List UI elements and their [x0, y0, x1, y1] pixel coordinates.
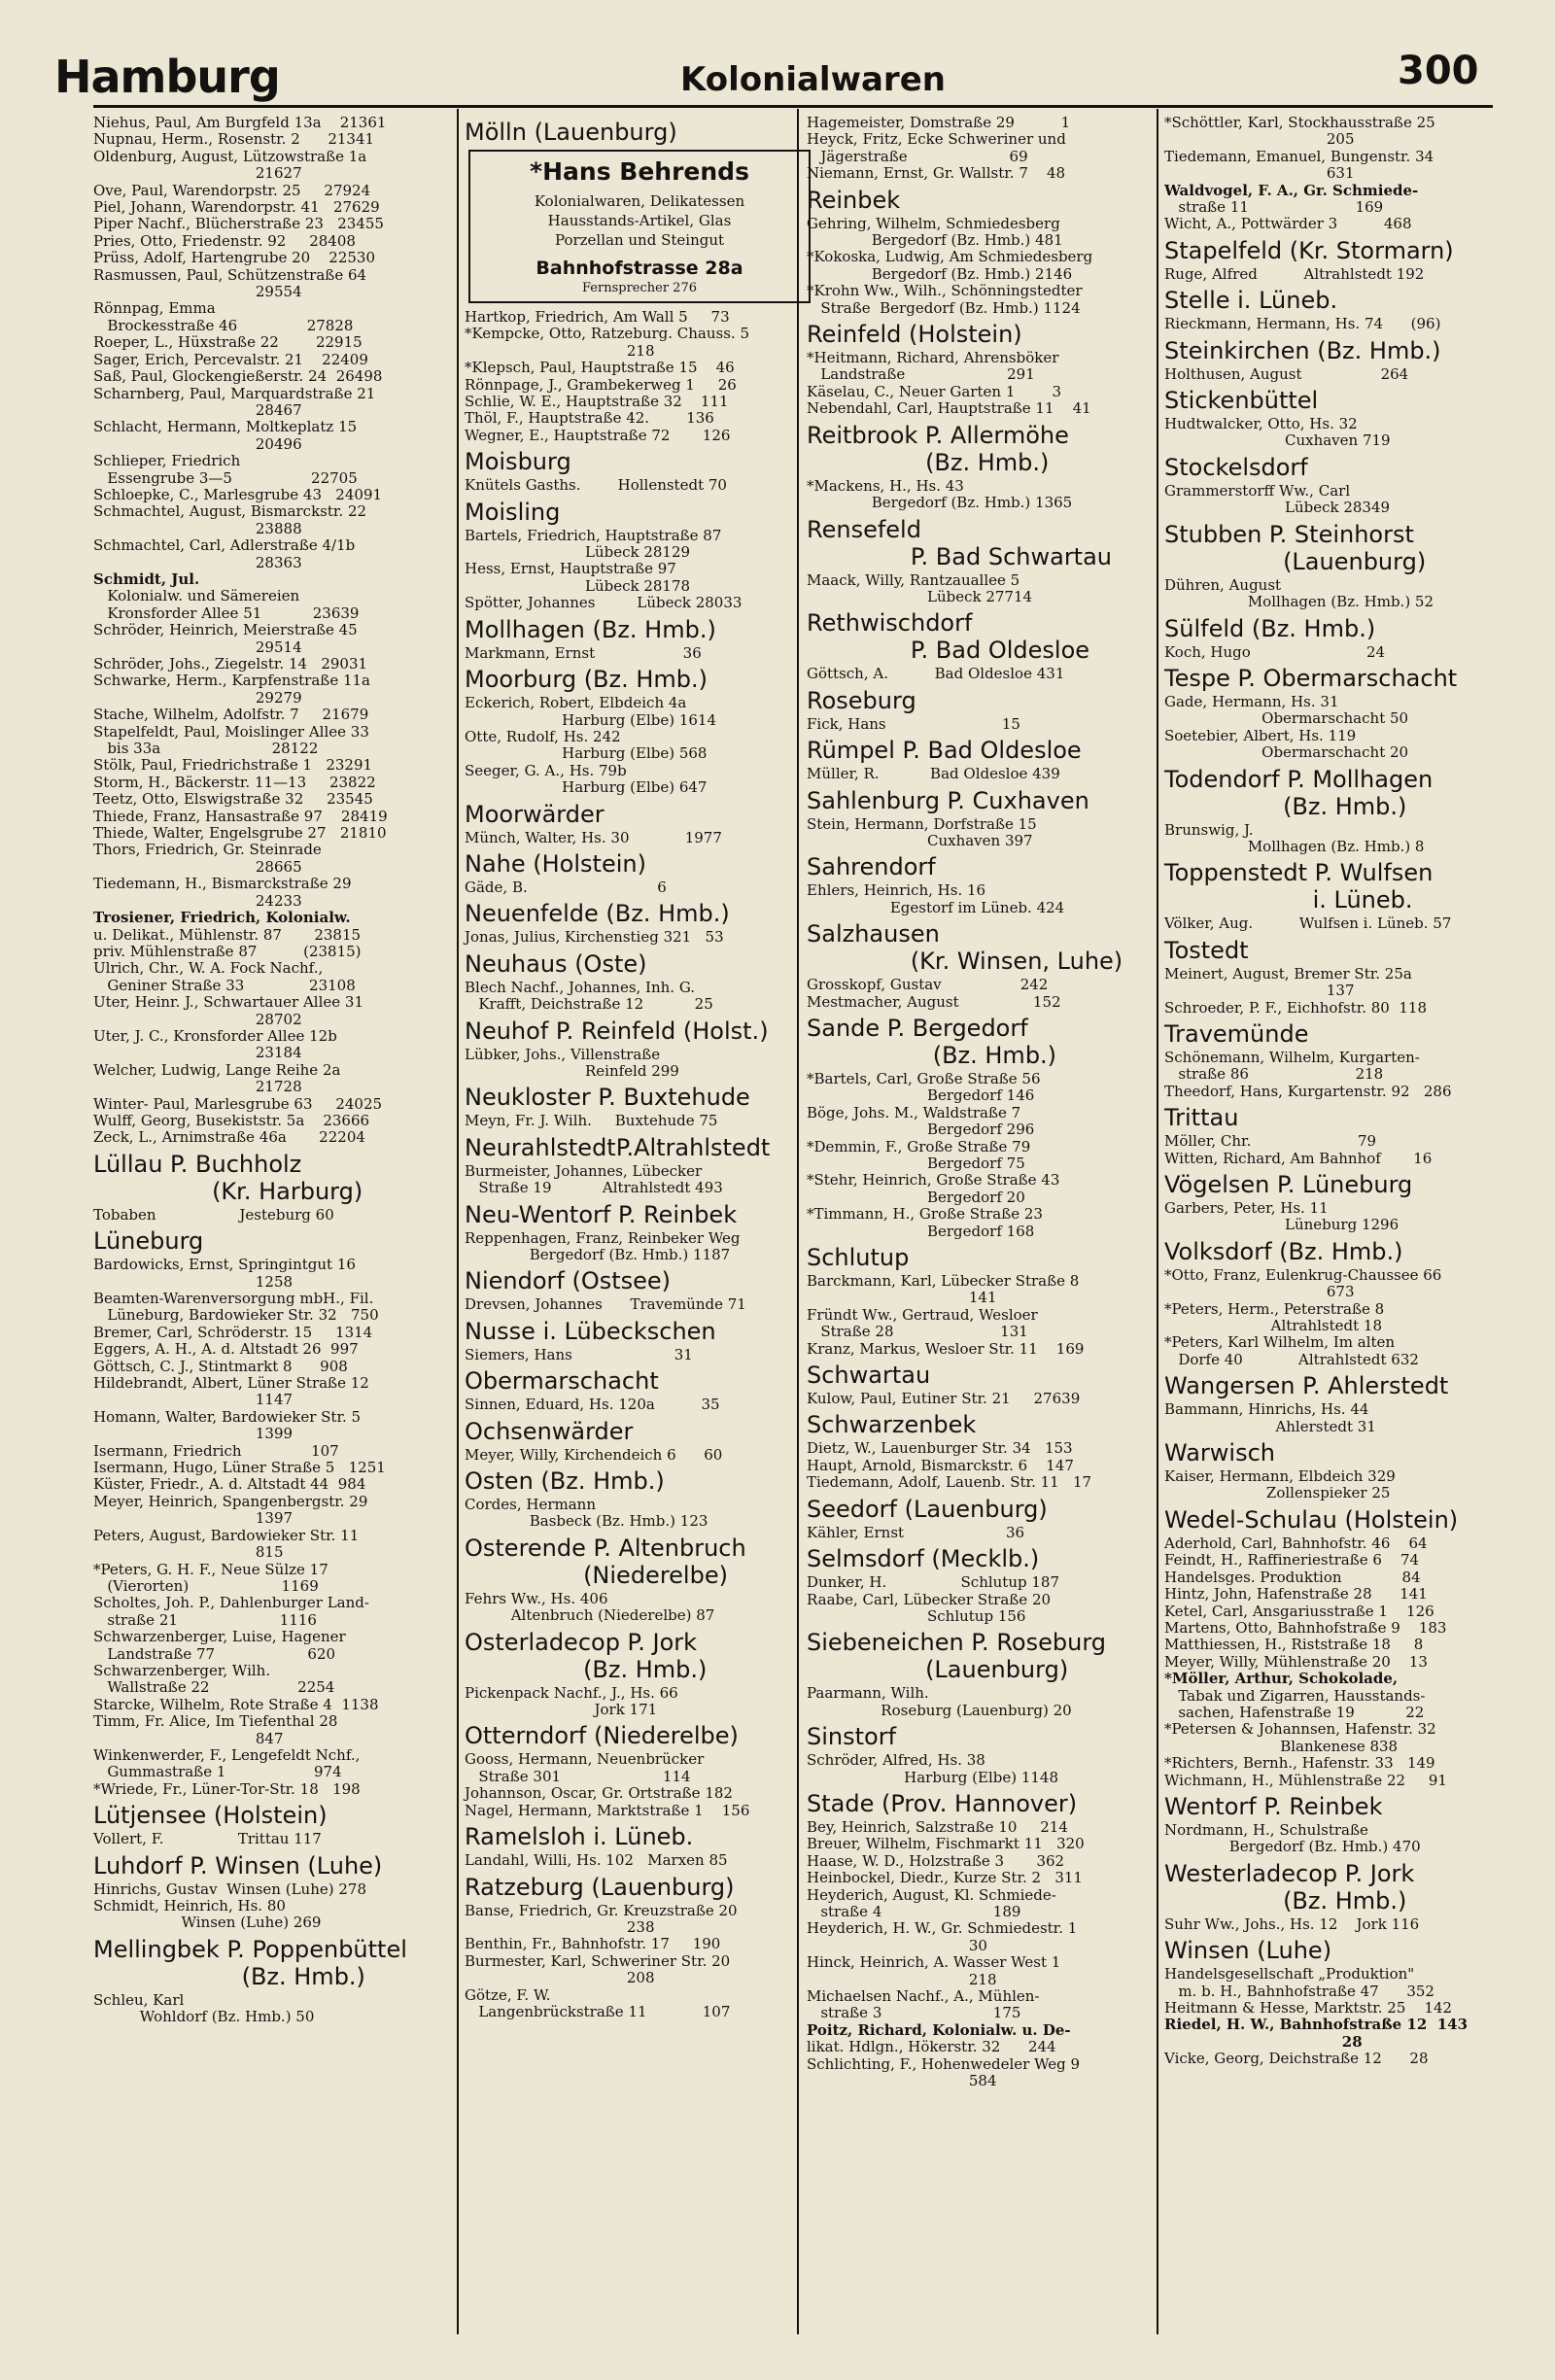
listing-entry: u. Delikat., Mühlenstr. 87 23815 priv. Mühlenstraße 87 (23815) [93, 925, 362, 960]
listing-entry: Gäde, B. 6 [465, 878, 667, 896]
listing-entry: *Klepsch, Paul, Hauptstraße 15 46 [465, 359, 735, 377]
town-heading: Stubben P. Steinhorst (Lauenburg) [1164, 520, 1427, 575]
listing-entry: Witten, Richard, Am Bahnhof 16 [1164, 1149, 1433, 1167]
listing-entry: Johannson, Oscar, Gr. Ortstraße 182 [465, 1784, 733, 1803]
listing-entry: Thors, Friedrich, Gr. Steinrade 28665 [93, 841, 322, 876]
town-heading: Moisburg [465, 448, 571, 476]
town-heading: Sahrendorf [807, 853, 936, 881]
listing-entry: Aderhold, Carl, Bahnhofstr. 46 64 [1164, 1534, 1428, 1552]
listing-entry: *Timmann, H., Große Straße 23 Bergedorf 168 [807, 1205, 1043, 1240]
town-heading: Reitbrook P. Allermöhe (Bz. Hmb.) [807, 421, 1069, 476]
listing-entry: Seeger, G. A., Hs. 79b Harburg (Elbe) 647 [465, 761, 708, 797]
listing-entry: Kulow, Paul, Eutiner Str. 21 27639 [807, 1390, 1081, 1408]
listing-entry: *Petersen & Johannsen, Hafenstr. 32 Blankenese 838 [1164, 1720, 1436, 1755]
listing-entry: Schönemann, Wilhelm, Kurgarten- straße 86 218 [1164, 1048, 1420, 1084]
listing-entry: Schröder, Alfred, Hs. 38 Harburg (Elbe) 1148 [807, 1751, 1059, 1786]
listing-entry: Banse, Friedrich, Gr. Kreuzstraße 20 238 [465, 1901, 738, 1936]
listing-entry: *Wriede, Fr., Lüner-Tor-Str. 18 198 [93, 1779, 361, 1798]
listing-entry: Hintz, John, Hafenstraße 28 141 [1164, 1585, 1428, 1604]
listing-entry: Poitz, Richard, Kolonialw. u. De- [807, 2020, 1071, 2039]
listing-entry: Schloepke, C., Marlesgrube 43 24091 [93, 485, 383, 503]
listing-entry: Cordes, Hermann Basbeck (Bz. Hmb.) 123 [465, 1496, 708, 1531]
listing-entry: Stein, Hermann, Dorfstraße 15 Cuxhaven 397 [807, 814, 1037, 849]
town-heading: Selmsdorf (Mecklb.) [807, 1545, 1040, 1573]
listing-entry: Knütels Gasths. Hollenstedt 70 [465, 476, 727, 495]
listing-entry: Heyderich, H. W., Gr. Schmiedestr. 1 30 [807, 1919, 1078, 1954]
listing-entry: Wegner, E., Hauptstraße 72 126 [465, 426, 731, 444]
town-heading: Rensefeld P. Bad Schwartau [807, 515, 1113, 570]
listing-entry: Schmachtel, August, Bismarckstr. 22 23888 [93, 502, 367, 537]
listing-entry: *Peters, G. H. F., Neue Sülze 17 (Vierorten) 1169 [93, 1560, 328, 1595]
listing-entry: Haase, W. D., Holzstraße 3 362 [807, 1851, 1065, 1870]
listing-entry: *Kokoska, Ludwig, Am Schmiedesberg Bergedorf (Bz. Hmb.) 2146 [807, 248, 1093, 283]
town-heading: Stade (Prov. Hannover) [807, 1789, 1078, 1817]
listing-entry: Scharnberg, Paul, Marquardstraße 21 28467 [93, 384, 376, 419]
listing-entry: *Peters, Herm., Peterstraße 8 Altrahlstedt 18 [1164, 1299, 1385, 1335]
listing-entry: Bartels, Friedrich, Hauptstraße 87 Lübeck 28129 [465, 526, 722, 562]
listing-entry: Müller, R. Bad Oldesloe 439 [807, 765, 1060, 783]
listing-entry: *Stehr, Heinrich, Große Straße 43 Bergedorf 20 [807, 1171, 1060, 1206]
town-heading: Mölln (Lauenburg) [465, 119, 677, 146]
town-heading: Westerladecop P. Jork (Bz. Hmb.) [1164, 1859, 1415, 1914]
listing-entry: Burmester, Karl, Schweriner Str. 20 208 [465, 1951, 731, 1987]
column-divider [1157, 109, 1158, 2334]
listing-entry: Uter, Heinr. J., Schwartauer Allee 31 28702 [93, 993, 364, 1028]
town-heading: Wangersen P. Ahlerstedt [1164, 1372, 1449, 1400]
listing-entry: Piper Nachf., Blücherstraße 23 23455 [93, 215, 384, 233]
listing-entry: *Möller, Arthur, Schokolade, [1164, 1670, 1399, 1688]
listing-entry: Blech Nachf., Johannes, Inh. G. Krafft, Deichstraße 12 25 [465, 978, 713, 1014]
town-heading: Winsen (Luhe) [1164, 1937, 1332, 1965]
listing-entry: Hartkop, Friedrich, Am Wall 5 73 [465, 308, 730, 326]
town-heading: Wedel-Schulau (Holstein) [1164, 1505, 1459, 1534]
listing-entry: Breuer, Wilhelm, Fischmarkt 11 320 [807, 1835, 1085, 1853]
town-heading: Tostedt [1164, 936, 1249, 964]
listing-entry: Uter, J. C., Kronsforder Allee 12b 23184 [93, 1026, 337, 1062]
listing-entry: Grammerstorff Ww., Carl Lübeck 28349 [1164, 481, 1391, 517]
town-heading: Osten (Bz. Hmb.) [465, 1467, 665, 1496]
page-number: 300 [1398, 49, 1479, 93]
town-heading: Salzhausen (Kr. Winsen, Luhe) [807, 920, 1123, 976]
town-heading: Vögelsen P. Lüneburg [1164, 1171, 1413, 1198]
advertiser-phone: Fernsprecher 276 [582, 281, 697, 295]
town-heading: Niendorf (Ostsee) [465, 1267, 672, 1295]
listing-entry: Ruge, Alfred Altrahlstedt 192 [1164, 264, 1425, 283]
listing-entry: Hudtwalcker, Otto, Hs. 32 Cuxhaven 719 [1164, 415, 1391, 450]
listing-entry: Schleu, Karl Wohldorf (Bz. Hmb.) 50 [93, 1990, 315, 2026]
listing-entry: Fehrs Ww., Hs. 406 Altenbruch (Niederelbe) 87 [465, 1589, 715, 1625]
listing-entry: Meyn, Fr. J. Wilh. Buxtehude 75 [465, 1112, 718, 1130]
town-heading: Schwartau [807, 1362, 931, 1390]
listing-entry: *Mackens, H., Hs. 43 Bergedorf (Bz. Hmb.) 1365 [807, 476, 1073, 512]
listing-entry: Stölk, Paul, Friedrichstraße 1 23291 [93, 756, 373, 775]
listing-entry: Meinert, August, Bremer Str. 25a 137 [1164, 964, 1412, 1000]
town-heading: Sinstorf [807, 1723, 897, 1751]
town-heading: Obermarschacht [465, 1367, 659, 1396]
listing-entry: Hess, Ernst, Hauptstraße 97 Lübeck 28178 [465, 560, 691, 595]
town-heading: Tespe P. Obermarschacht [1164, 664, 1458, 692]
town-heading: Steinkirchen (Bz. Hmb.) [1164, 336, 1441, 364]
listing-entry: Rieckmann, Hermann, Hs. 74 (96) [1164, 315, 1441, 333]
listing-entry: Wulff, Georg, Busekiststr. 5a 23666 [93, 1111, 370, 1129]
listing-entry: Winter- Paul, Marlesgrube 63 24025 [93, 1094, 383, 1113]
listing-entry: Rönnpag, Emma Brockesstraße 46 27828 [93, 299, 354, 334]
listing-entry: Holthusen, August 264 [1164, 364, 1409, 383]
listing-entry: *Demmin, F., Große Straße 79 Bergedorf 75 [807, 1137, 1031, 1172]
town-heading: Seedorf (Lauenburg) [807, 1495, 1048, 1523]
listing-entry: Homann, Walter, Bardowieker Str. 5 1399 [93, 1407, 362, 1443]
listing-entry: Heyderich, August, Kl. Schmiede- straße 4 189 [807, 1885, 1056, 1920]
listing-entry: Hinck, Heinrich, A. Wasser West 1 218 [807, 1953, 1061, 1988]
town-heading: Moorwärder [465, 800, 605, 828]
town-heading: Neukloster P. Buxtehude [465, 1084, 750, 1112]
listing-entry: Paarmann, Wilh. Roseburg (Lauenburg) 20 [807, 1684, 1072, 1719]
listing-entry: Meyer, Willy, Mühlenstraße 20 13 [1164, 1652, 1428, 1671]
listing-entry: Tiedemann, Emanuel, Bungenstr. 34 631 [1164, 147, 1434, 183]
advertiser-address: Bahnhofstrasse 28a [536, 258, 743, 279]
town-heading: Sande P. Bergedorf (Bz. Hmb.) [807, 1014, 1057, 1069]
listing-entry: *Heitmann, Richard, Ahrensböker Landstraße 291 [807, 349, 1059, 384]
listing-entry: Sager, Erich, Percevalstr. 21 22409 [93, 350, 368, 368]
listing-entry: Sinnen, Eduard, Hs. 120a 35 [465, 1396, 720, 1414]
listing-entry: Bey, Heinrich, Salzstraße 10 214 [807, 1817, 1068, 1836]
listing-entry: Nebendahl, Carl, Hauptstraße 11 41 [807, 399, 1091, 418]
town-heading: Moisling [465, 498, 561, 526]
listing-entry: *Bartels, Carl, Große Straße 56 Bergedorf 146 [807, 1069, 1041, 1105]
listing-entry: Otte, Rudolf, Hs. 242 Harburg (Elbe) 568 [465, 727, 708, 763]
town-heading: Luhdorf P. Winsen (Luhe) [93, 1851, 383, 1880]
listing-entry: Benthin, Fr., Bahnhofstr. 17 190 [465, 1935, 721, 1953]
listing-entry: Tobaben Jesteburg 60 [93, 1205, 334, 1224]
listing-entry: Bammann, Hinrichs, Hs. 44 Ahlerstedt 31 [1164, 1400, 1376, 1435]
listing-entry: Nordmann, H., Schulstraße Bergedorf (Bz. Hmb.) 470 [1164, 1820, 1421, 1856]
listing-entry: Schwarke, Herm., Karpfenstraße 11a 29279 [93, 672, 370, 707]
town-heading: Roseburg [807, 686, 916, 714]
listing-entry: Gooss, Hermann, Neuenbrücker Straße 301 114 [465, 1750, 705, 1785]
listing-entry: Mestmacher, August 152 [807, 992, 1061, 1011]
town-heading: Schlutup [807, 1244, 910, 1272]
town-heading: Volksdorf (Bz. Hmb.) [1164, 1237, 1403, 1265]
town-heading: Nahe (Holstein) [465, 849, 646, 878]
listing-entry: Kranz, Markus, Wesloer Str. 11 169 [807, 1339, 1085, 1358]
listing-entry: Schröder, Johs., Ziegelstr. 14 29031 [93, 655, 368, 673]
listing-entry: Schlieper, Friedrich Essengrube 3—5 22705 [93, 452, 358, 487]
advertiser-name: *Hans Behrends [530, 157, 749, 186]
listing-entry: Lübker, Johs., Villenstraße Reinfeld 299 [465, 1045, 679, 1080]
listing-entry: Kolonialw. und Sämereien Kronsforder Allee 51 23639 [107, 587, 360, 622]
column-divider [457, 109, 459, 2334]
listing-entry: Eckerich, Robert, Elbdeich 4a Harburg (Elbe) 1614 [465, 694, 717, 729]
town-heading: Nusse i. Lübeckschen [465, 1317, 716, 1345]
listing-entry: Schmidt, Jul. [93, 569, 200, 588]
listing-entry: Koch, Hugo 24 [1164, 642, 1386, 661]
listing-entry: Peters, August, Bardowieker Str. 11 815 [93, 1526, 360, 1562]
listing-entry: Suhr Ww., Johs., Hs. 12 Jork 116 [1164, 1914, 1420, 1933]
listing-entry: Piel, Johann, Warendorpstr. 41 27629 [93, 198, 380, 217]
town-heading: Siebeneichen P. Roseburg (Lauenburg) [807, 1629, 1106, 1684]
listing-entry: Handelsgesellschaft „Produktion" m. b. H., Bahnhofstraße 47 352 [1164, 1965, 1434, 2000]
town-heading: Osterladecop P. Jork (Bz. Hmb.) [465, 1628, 708, 1683]
listing-entry: Schwarzenberger, Luise, Hagener Landstraße 77 620 [93, 1628, 346, 1663]
town-heading: NeurahlstedtP.Altrahlstedt [465, 1133, 771, 1161]
listing-entry: Prüss, Adolf, Hartengrube 20 22530 [93, 249, 375, 267]
listing-entry: Ulrich, Chr., W. A. Fock Nachf., Geniner Straße 33 23108 [93, 959, 356, 994]
listing-entry: Landahl, Willi, Hs. 102 Marxen 85 [465, 1851, 728, 1870]
listing-entry: Schroeder, P. F., Eichhofstr. 80 118 [1164, 998, 1428, 1017]
town-heading: Neuenfelde (Bz. Hmb.) [465, 900, 730, 928]
listing-entry: Eggers, A. H., A. d. Altstadt 26 997 [93, 1340, 359, 1359]
listing-entry: Trosiener, Friedrich, Kolonialw. [93, 909, 351, 927]
listing-entry: Kaiser, Hermann, Elbdeich 329 Zollenspieker 25 [1164, 1467, 1396, 1502]
town-heading: Lüneburg [93, 1227, 204, 1256]
listing-entry: Drevsen, Johannes Travemünde 71 [465, 1295, 746, 1314]
town-heading: Travemünde [1164, 1019, 1309, 1048]
town-heading: Stockelsdorf [1164, 453, 1308, 481]
listing-entry: Nagel, Hermann, Marktstraße 1 156 [465, 1801, 750, 1819]
listing-entry: *Otto, Franz, Eulenkrug-Chaussee 66 673 [1164, 1265, 1442, 1301]
listing-entry: Vicke, Georg, Deichstraße 12 28 [1164, 2050, 1429, 2068]
listing-entry: Thiede, Franz, Hansastraße 97 28419 [93, 807, 388, 825]
listing-entry: Böge, Johs. M., Waldstraße 7 Bergedorf 296 [807, 1103, 1035, 1139]
listing-entry: Barckmann, Karl, Lübecker Straße 8 141 [807, 1272, 1080, 1307]
listing-entry: Rönnpage, J., Grambekerweg 1 26 [465, 375, 737, 394]
listing-entry: Isermann, Friedrich 107 [93, 1441, 339, 1460]
listing-entry: Münch, Walter, Hs. 30 1977 [465, 828, 722, 846]
listing-entry: Kähler, Ernst 36 [807, 1523, 1025, 1541]
advertisement-line: Porzellan und Steingut [554, 231, 725, 249]
town-heading: Ratzeburg (Lauenburg) [465, 1873, 735, 1901]
listing-entry: Timm, Fr. Alice, Im Tiefenthal 28 847 [93, 1712, 338, 1747]
town-heading: Warwisch [1164, 1439, 1275, 1467]
town-heading: Lüllau P. Buchholz (Kr. Harburg) [93, 1150, 363, 1205]
listing-entry: Bremer, Carl, Schröderstr. 15 1314 [93, 1323, 373, 1341]
listing-entry: Stapelfeldt, Paul, Moislinger Allee 33 bis 33a 28122 [93, 722, 369, 758]
directory-column-1 [93, 115, 443, 2026]
listing-entry: Beamten-Warenversorgung mbH., Fil. Lüneburg, Bardowieker Str. 32 750 [93, 1290, 379, 1325]
directory-column-4 [1164, 115, 1514, 2068]
listing-entry: Niemann, Ernst, Gr. Wallstr. 7 48 [807, 164, 1066, 183]
listing-entry: Fick, Hans 15 [807, 714, 1020, 733]
section-heading: Kolonialwaren [680, 60, 946, 99]
listing-entry: *Krohn Ww., Wilh., Schönningstedter Straße Bergedorf (Bz. Hmb.) 1124 [807, 282, 1083, 317]
listing-entry: Feindt, H., Raffineriestraße 6 74 [1164, 1551, 1420, 1569]
listing-entry: Hagemeister, Domstraße 29 1 [807, 114, 1071, 131]
advertisement-line: Hausstands-Artikel, Glas [547, 212, 732, 229]
advertisement-box [468, 150, 811, 303]
town-heading: Ochsenwärder [465, 1417, 634, 1445]
listing-entry: Tiedemann, Adolf, Lauenb. Str. 11 17 [807, 1473, 1092, 1492]
town-heading: Mollhagen (Bz. Hmb.) [465, 615, 716, 643]
listing-entry: Schlie, W. E., Hauptstraße 32 111 [465, 393, 729, 411]
town-heading: Moorburg (Bz. Hmb.) [465, 666, 708, 694]
listing-entry: Maack, Willy, Rantzauallee 5 Lübeck 27714 [807, 570, 1033, 605]
town-heading: Osterende P. Altenbruch (Niederelbe) [465, 1534, 746, 1589]
listing-entry: Ehlers, Heinrich, Hs. 16 Egestorf im Lüneb. 424 [807, 881, 1065, 916]
listing-entry: Käselau, C., Neuer Garten 1 3 [807, 382, 1062, 400]
listing-entry: Gehring, Wilhelm, Schmiedesberg Bergedorf (Bz. Hmb.) 481 [807, 214, 1063, 250]
listing-entry: Bardowicks, Ernst, Springintgut 16 1258 [93, 1256, 356, 1291]
listing-entry: Schmachtel, Carl, Adlerstraße 4/1b 28363 [93, 536, 356, 571]
listing-entry: Dühren, August Mollhagen (Bz. Hmb.) 52 [1164, 575, 1434, 611]
listing-entry: Rasmussen, Paul, Schützenstraße 64 29554 [93, 265, 367, 301]
town-heading: Schwarzenbek [807, 1411, 977, 1439]
listing-entry: Göttsch, C. J., Stintmarkt 8 908 [93, 1357, 348, 1375]
listing-entry: Wicht, A., Pottwärder 3 468 [1164, 215, 1412, 233]
listing-entry: Matthiessen, H., Riststraße 18 8 [1164, 1636, 1424, 1654]
listing-entry: Martens, Otto, Bahnhofstraße 9 183 [1164, 1618, 1447, 1637]
listing-entry: Zeck, L., Arnimstraße 46a 22204 [93, 1128, 365, 1147]
town-heading: Sahlenburg P. Cuxhaven [807, 786, 1089, 814]
listing-entry: Dunker, H. Schlutup 187 [807, 1573, 1059, 1592]
city-heading: Hamburg [54, 51, 280, 103]
listing-entry: Schwarzenberger, Wilh. Wallstraße 22 2254 [93, 1661, 335, 1697]
listing-entry: Schröder, Heinrich, Meierstraße 45 29514 [93, 621, 358, 656]
listing-entry: Dietz, W., Lauenburger Str. 34 153 [807, 1439, 1073, 1458]
listing-entry: *Peters, Karl Wilhelm, Im alten Dorfe 40 Altrahlstedt 632 [1164, 1333, 1419, 1368]
listing-entry: Schlichting, F., Hohenwedeler Weg 9 584 [807, 2054, 1081, 2090]
listing-entry: Heitmann & Hesse, Marktstr. 25 142 [1164, 1999, 1453, 2017]
listing-entry: Hinrichs, Gustav Winsen (Luhe) 278 Schmidt, Heinrich, Hs. 80 Winsen (Luhe) 269 [93, 1880, 367, 1932]
listing-entry: Oldenburg, August, Lützowstraße 1a 21627 [93, 147, 367, 183]
listing-entry: Stache, Wilhelm, Adolfstr. 7 21679 [93, 706, 369, 724]
listing-entry: Brunswig, J. Mollhagen (Bz. Hmb.) 8 [1164, 820, 1425, 855]
listing-entry: Tabak und Zigarren, Hausstands- sachen, Hafenstraße 19 22 [1178, 1686, 1426, 1721]
listing-entry: Thiede, Walter, Engelsgrube 27 21810 [93, 824, 387, 843]
listing-entry: Markmann, Ernst 36 [465, 643, 702, 662]
town-heading: Rümpel P. Bad Oldesloe [807, 737, 1082, 765]
listing-entry: Schlacht, Hermann, Moltkeplatz 15 20496 [93, 418, 358, 453]
town-heading: Otterndorf (Niederelbe) [465, 1722, 739, 1750]
listing-entry: Riedel, H. W., Bahnhofstraße 12 143 28 [1164, 2016, 1469, 2051]
listing-entry: Niehus, Paul, Am Burgfeld 13a 21361 [93, 114, 387, 131]
listing-entry: Michaelsen Nachf., A., Mühlen- straße 3 175 [807, 1987, 1040, 2022]
listing-entry: *Kempcke, Otto, Ratzeburg. Chauss. 5 218 [465, 325, 750, 360]
listing-entry: Spötter, Johannes Lübeck 28033 [465, 594, 743, 612]
listing-entry: Isermann, Hugo, Lüner Straße 5 1251 [93, 1459, 386, 1477]
listing-entry: Heinbockel, Diedr., Kurze Str. 2 311 [807, 1869, 1083, 1887]
listing-entry: likat. Hdlgn., Hökerstr. 32 244 [807, 2038, 1056, 2056]
listing-entry: Saß, Paul, Glockengießerstr. 24 26498 [93, 367, 383, 386]
listing-entry: Meyer, Willy, Kirchendeich 6 60 [465, 1445, 723, 1464]
listing-entry: Tiedemann, H., Bismarckstraße 29 24233 [93, 875, 352, 910]
town-heading: Stickenbüttel [1164, 387, 1319, 415]
advertisement-line: Kolonialwaren, Delikatessen [534, 192, 745, 210]
listing-entry: Raabe, Carl, Lübecker Straße 20 Schlutup 156 [807, 1590, 1052, 1625]
listing-entry: Vollert, F. Trittau 117 [93, 1830, 322, 1848]
town-heading: Toppenstedt P. Wulfsen i. Lüneb. [1164, 859, 1434, 914]
town-heading: Wentorf P. Reinbek [1164, 1792, 1383, 1820]
town-heading: Stapelfeld (Kr. Stormarn) [1164, 236, 1454, 264]
listing-entry: Roeper, L., Hüxstraße 22 22915 [93, 333, 363, 352]
listing-entry: Soetebier, Albert, Hs. 119 Obermarschacht 20 [1164, 726, 1409, 762]
town-heading: Sülfeld (Bz. Hmb.) [1164, 614, 1376, 642]
listing-entry: Siemers, Hans 31 [465, 1345, 693, 1363]
listing-entry: Teetz, Otto, Elswigstraße 32 23545 [93, 790, 373, 809]
listing-entry: Möller, Chr. 79 [1164, 1132, 1377, 1151]
listing-entry: Garbers, Peter, Hs. 11 Lüneburg 1296 [1164, 1199, 1400, 1234]
town-heading: Rethwischdorf P. Bad Oldesloe [807, 609, 1090, 665]
listing-entry: Ketel, Carl, Ansgariusstraße 1 126 [1164, 1602, 1434, 1620]
listing-entry: Theedorf, Hans, Kurgartenstr. 92 286 [1164, 1082, 1452, 1100]
town-heading: Reinbek [807, 186, 901, 214]
listing-entry: Küster, Friedr., A. d. Altstadt 44 984 [93, 1475, 366, 1494]
town-heading: Reinfeld (Holstein) [807, 321, 1022, 349]
listing-entry: *Richters, Bernh., Hafenstr. 33 149 [1164, 1754, 1435, 1773]
listing-entry: Gade, Hermann, Hs. 31 Obermarschacht 50 [1164, 692, 1409, 728]
listing-entry: Starcke, Wilhelm, Rote Straße 4 1138 [93, 1695, 379, 1713]
listing-entry: Haupt, Arnold, Bismarckstr. 6 147 [807, 1456, 1074, 1474]
town-heading: Mellingbek P. Poppenbüttel (Bz. Hmb.) [93, 1935, 407, 1990]
town-heading: Neuhaus (Oste) [465, 949, 647, 978]
listing-entry: Göttsch, A. Bad Oldesloe 431 [807, 665, 1065, 683]
listing-entry: Götze, F. W. Langenbrückstraße 11 107 [465, 1985, 731, 2020]
town-heading: Neuhof P. Reinfeld (Holst.) [465, 1017, 769, 1045]
town-heading: Ramelsloh i. Lüneb. [465, 1823, 694, 1851]
listing-entry: Burmeister, Johannes, Lübecker Straße 19 Altrahlstedt 493 [465, 1161, 723, 1197]
listing-entry: Storm, H., Bäckerstr. 11—13 23822 [93, 773, 376, 791]
listing-entry: Jonas, Julius, Kirchenstieg 321 53 [465, 928, 724, 947]
town-heading: Trittau [1164, 1104, 1239, 1132]
header-rule [93, 105, 1493, 108]
listing-entry: Winkenwerder, F., Lengefeldt Nchf., Gummastraße 1 974 [93, 1745, 361, 1781]
listing-entry: Heyck, Fritz, Ecke Schweriner und Jägerstraße 69 [807, 130, 1066, 165]
listing-entry: Fründt Ww., Gertraud, Wesloer Straße 28 131 [807, 1305, 1038, 1341]
listing-entry: Reppenhagen, Franz, Reinbeker Weg Bergedorf (Bz. Hmb.) 1187 [465, 1228, 741, 1263]
listing-entry: Welcher, Ludwig, Lange Reihe 2a 21728 [93, 1060, 341, 1096]
listing-entry: Pickenpack Nachf., J., Hs. 66 Jork 171 [465, 1683, 678, 1719]
town-heading: Todendorf P. Mollhagen (Bz. Hmb.) [1164, 765, 1434, 820]
town-heading: Neu-Wentorf P. Reinbek [465, 1200, 738, 1228]
listing-entry: Scholtes, Joh. P., Dahlenburger Land- straße 21 1116 [93, 1594, 369, 1629]
town-heading: Lütjensee (Holstein) [93, 1802, 328, 1830]
listing-entry: Völker, Aug. Wulfsen i. Lüneb. 57 [1164, 914, 1452, 933]
directory-column-3 [807, 115, 1157, 2089]
listing-entry: straße 11 169 [1164, 198, 1384, 217]
town-heading: Stelle i. Lüneb. [1164, 287, 1338, 315]
listing-entry: Ove, Paul, Warendorpstr. 25 27924 [93, 181, 371, 199]
listing-entry: Nupnau, Herm., Rosenstr. 2 21341 [93, 130, 375, 149]
listing-entry: Handelsges. Produktion 84 [1164, 1568, 1421, 1586]
listing-entry: Grosskopf, Gustav 242 [807, 976, 1049, 994]
directory-column-2 [465, 115, 814, 2020]
listing-entry: Hildebrandt, Albert, Lüner Straße 12 1147 [93, 1374, 369, 1409]
listing-entry: Meyer, Heinrich, Spangenbergstr. 29 1397 [93, 1492, 368, 1528]
listing-entry: Wichmann, H., Mühlenstraße 22 91 [1164, 1771, 1447, 1789]
listing-entry: *Schöttler, Karl, Stockhausstraße 25 205 [1164, 114, 1435, 149]
listing-entry: Waldvogel, F. A., Gr. Schmiede- [1164, 181, 1419, 199]
listing-entry: Pries, Otto, Friedenstr. 92 28408 [93, 231, 356, 250]
listing-entry: Thöl, F., Hauptstraße 42. 136 [465, 409, 714, 428]
